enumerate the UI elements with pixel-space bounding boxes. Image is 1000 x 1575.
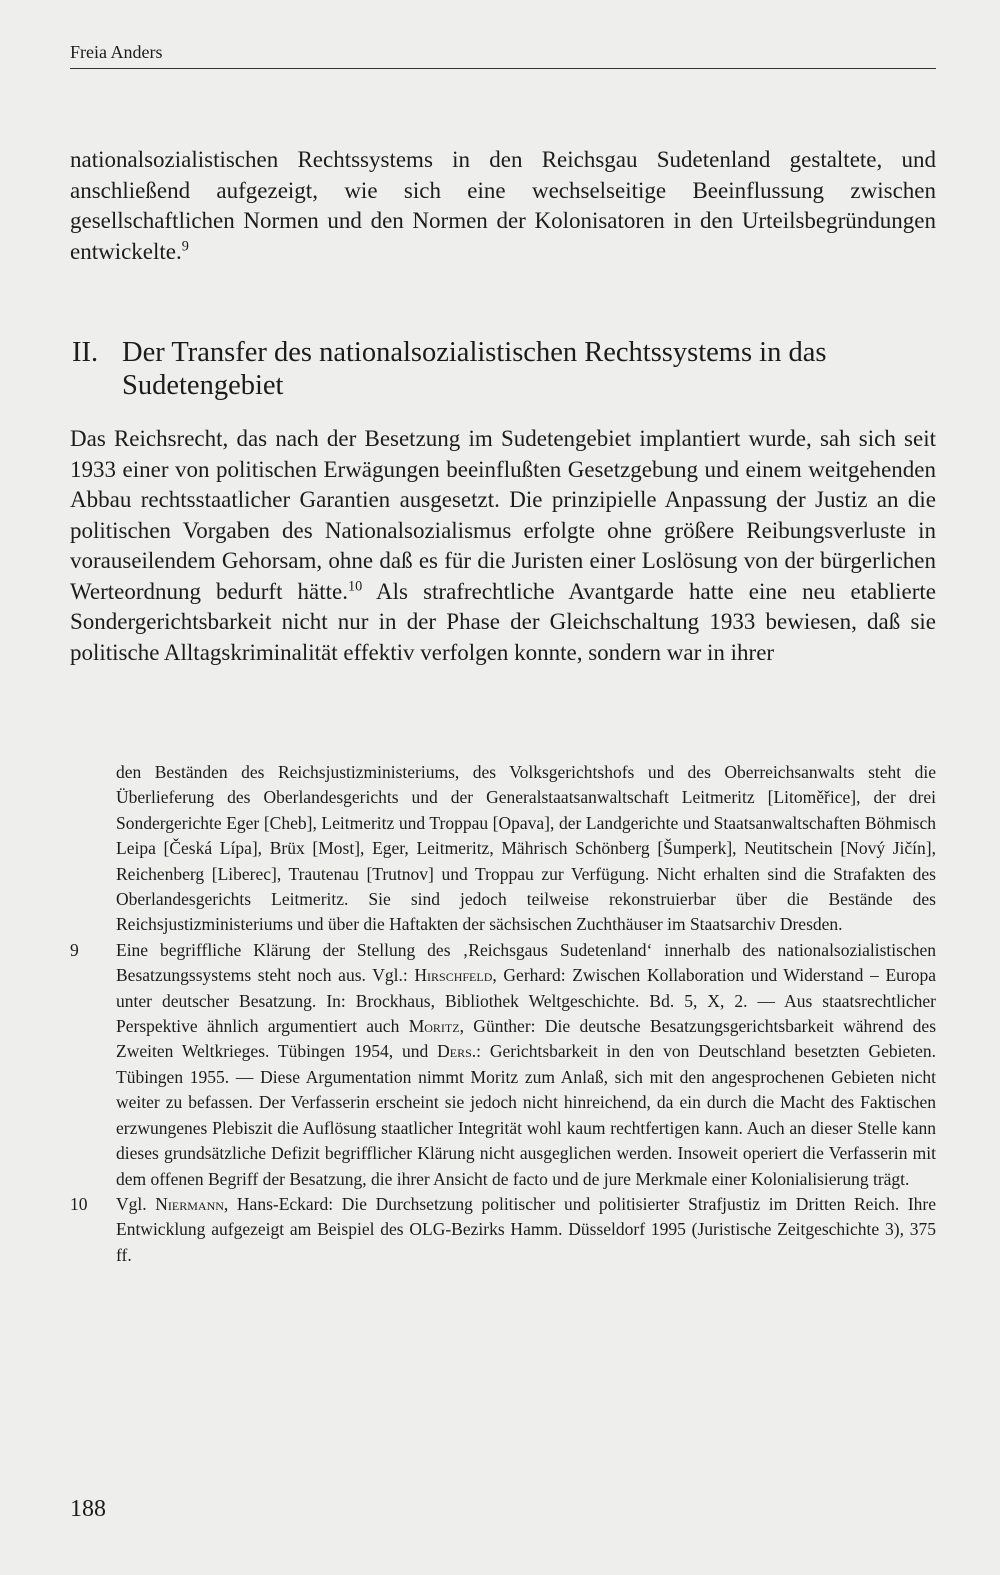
section-number: II. [72,337,99,368]
footnote-text: den Beständen des Reichsjustizministeriums, des Volksgerichtshofs und des Oberreichsanwalts steht die Überlieferung des Oberlandesgerichts und der Generalstaatsanwaltschaft Leitmeritz [Litoměřice], der drei Sondergerichte Eger [Cheb], Leitmeritz und Troppau [Opava], der Landgerichte und Staatsanwaltschaften Böhmisch Leipa [Česká Lípa], Brüx [Most], Eger, Leitmeritz, Mährisch Schönberg [Šumperk], Neutitschein [Nový Jičín], Reichenberg [Liberec], Trautenau [Trutnov] und Troppau zur Verfügung. Nicht erhalten sind die Strafakten des Oberlandesgerichts Leitmeritz. Sie sind jedoch teilweise rekonstruierbar über die Bestände des Reichsjustizministeriums und über die Haftakten der sächsischen Zuchthäuser im Staatsarchiv Dresden. [116,762,936,935]
author-name: Hirschfeld [414,965,493,986]
author-name: Moritz [408,1016,460,1037]
paragraph-text: Das Reichsrecht, das nach der Besetzung im Sudetengebiet implantiert wurde, sah sich seit 1933 einer von politischen Erwägungen beeinflußten Gesetzgebung und einem weitgehenden Abbau rechtsstaatlicher Garantien ausgesetzt. Die prinzipielle Anpassung der Justiz an die politischen Vorgaben des Nationalsozialismus erfolgte ohne größere Reibungsverluste in vorauseilendem Gehorsam, ohne daß es für die Juristen einer Loslösung von der bürgerlichen Werteordnung bedurft hätte. [70,426,936,604]
footnote-text [116,1192,936,1268]
footnote-segment: : Gerichtsbarkeit in den von Deutschland besetzten Gebieten. Tübingen 1955. — Diese Argumentation nimmt Moritz zum Anlaß, sich mit den angesprochenen Gebieten nicht weiter zu befassen. Der Verfasserin erscheint sie jedoch nicht hinreichend, da ein durch die Macht des Faktischen erzwungenes Plebiszit die Auflösung staatlicher Integrität wohl kaum rechtfertigen kann. Auch an dieser Stelle kann dieses grundsätzliche Defizit begrifflicher Klärung nicht ausgeglichen werden. Insoweit operiert die Verfasserin mit dem offenen Begriff der Besatzung, die ihrer Ansicht de facto und de jure Merkmale einer Kolonialisierung trägt. [116,1041,936,1189]
paragraph-text: Als strafrechtliche Avantgarde hatte eine neu etablierte Sondergerichtsbarkeit nicht nur in der Phase der Gleichschaltung 1933 bewiesen, daß sie politische Alltagskriminalität effektiv verfolgen konnte, sondern war in ihrer [70,578,936,665]
section-heading [72,336,936,402]
paragraph-text: nationalsozialistischen Rechtssystems in den Reichsgau Sudetenland gestaltete, und anschließend aufgezeigt, wie sich eine wechselseitige Beeinflussung zwischen gesellschaftlichen Normen und den Normen der Kolonisatoren in den Urteilsbegründungen entwickelte. [70,147,936,264]
footnote-10 [70,1192,936,1268]
section-title: Der Transfer des nationalsozialistischen Rechtssystems in das Sudetengebiet [122,337,827,401]
footnote-number: 10 [70,1193,88,1214]
footnote-segment: , Gerhard: Zwischen Kollaboration und Widerstand – Europa unter deutscher Besatzung. In: Brockhaus, Bibliothek Weltgeschichte. Bd. 5, X, 2. — Aus staatsrechtlicher Perspektive ähnlich argumentiert auch [116,965,936,1037]
footnote-segment: , Günther: Die deutsche Besatzungsgerichtsbarkeit während des Zweiten Weltkrieges. Tübingen 1954, und [116,1016,937,1062]
author-name: Niermann [155,1193,224,1214]
footnote-text [116,938,936,1192]
footnote-continuation [70,760,936,938]
running-head: Freia Anders [70,40,936,69]
footnote-ref-10: 10 [348,577,363,594]
footnote-ref-9: 9 [181,237,189,254]
footnote-segment: Vgl. [116,1193,156,1214]
body-paragraph-1 [70,145,936,267]
body-paragraph-2 [70,424,936,668]
footnote-segment: Eine begriffliche Klärung der Stellung des ‚Reichsgaus Sudetenland‘ innerhalb des nationalsozialistischen Besatzungssystems steht noch aus. Vgl.: [116,939,936,986]
footnotes [70,760,936,1268]
page-number: 188 [70,1496,106,1522]
author-name: Ders. [437,1041,477,1062]
footnote-number: 9 [70,939,79,960]
footnote-segment: , Hans-Eckard: Die Durchsetzung politischer und politisierter Strafjustiz im Dritten Reich. Ihre Entwicklung aufgezeigt am Beispiel des OLG-Bezirks Hamm. Düsseldorf 1995 (Juristische Zeitgeschichte 3), 375 ff. [116,1193,936,1265]
footnote-9 [70,938,936,1192]
